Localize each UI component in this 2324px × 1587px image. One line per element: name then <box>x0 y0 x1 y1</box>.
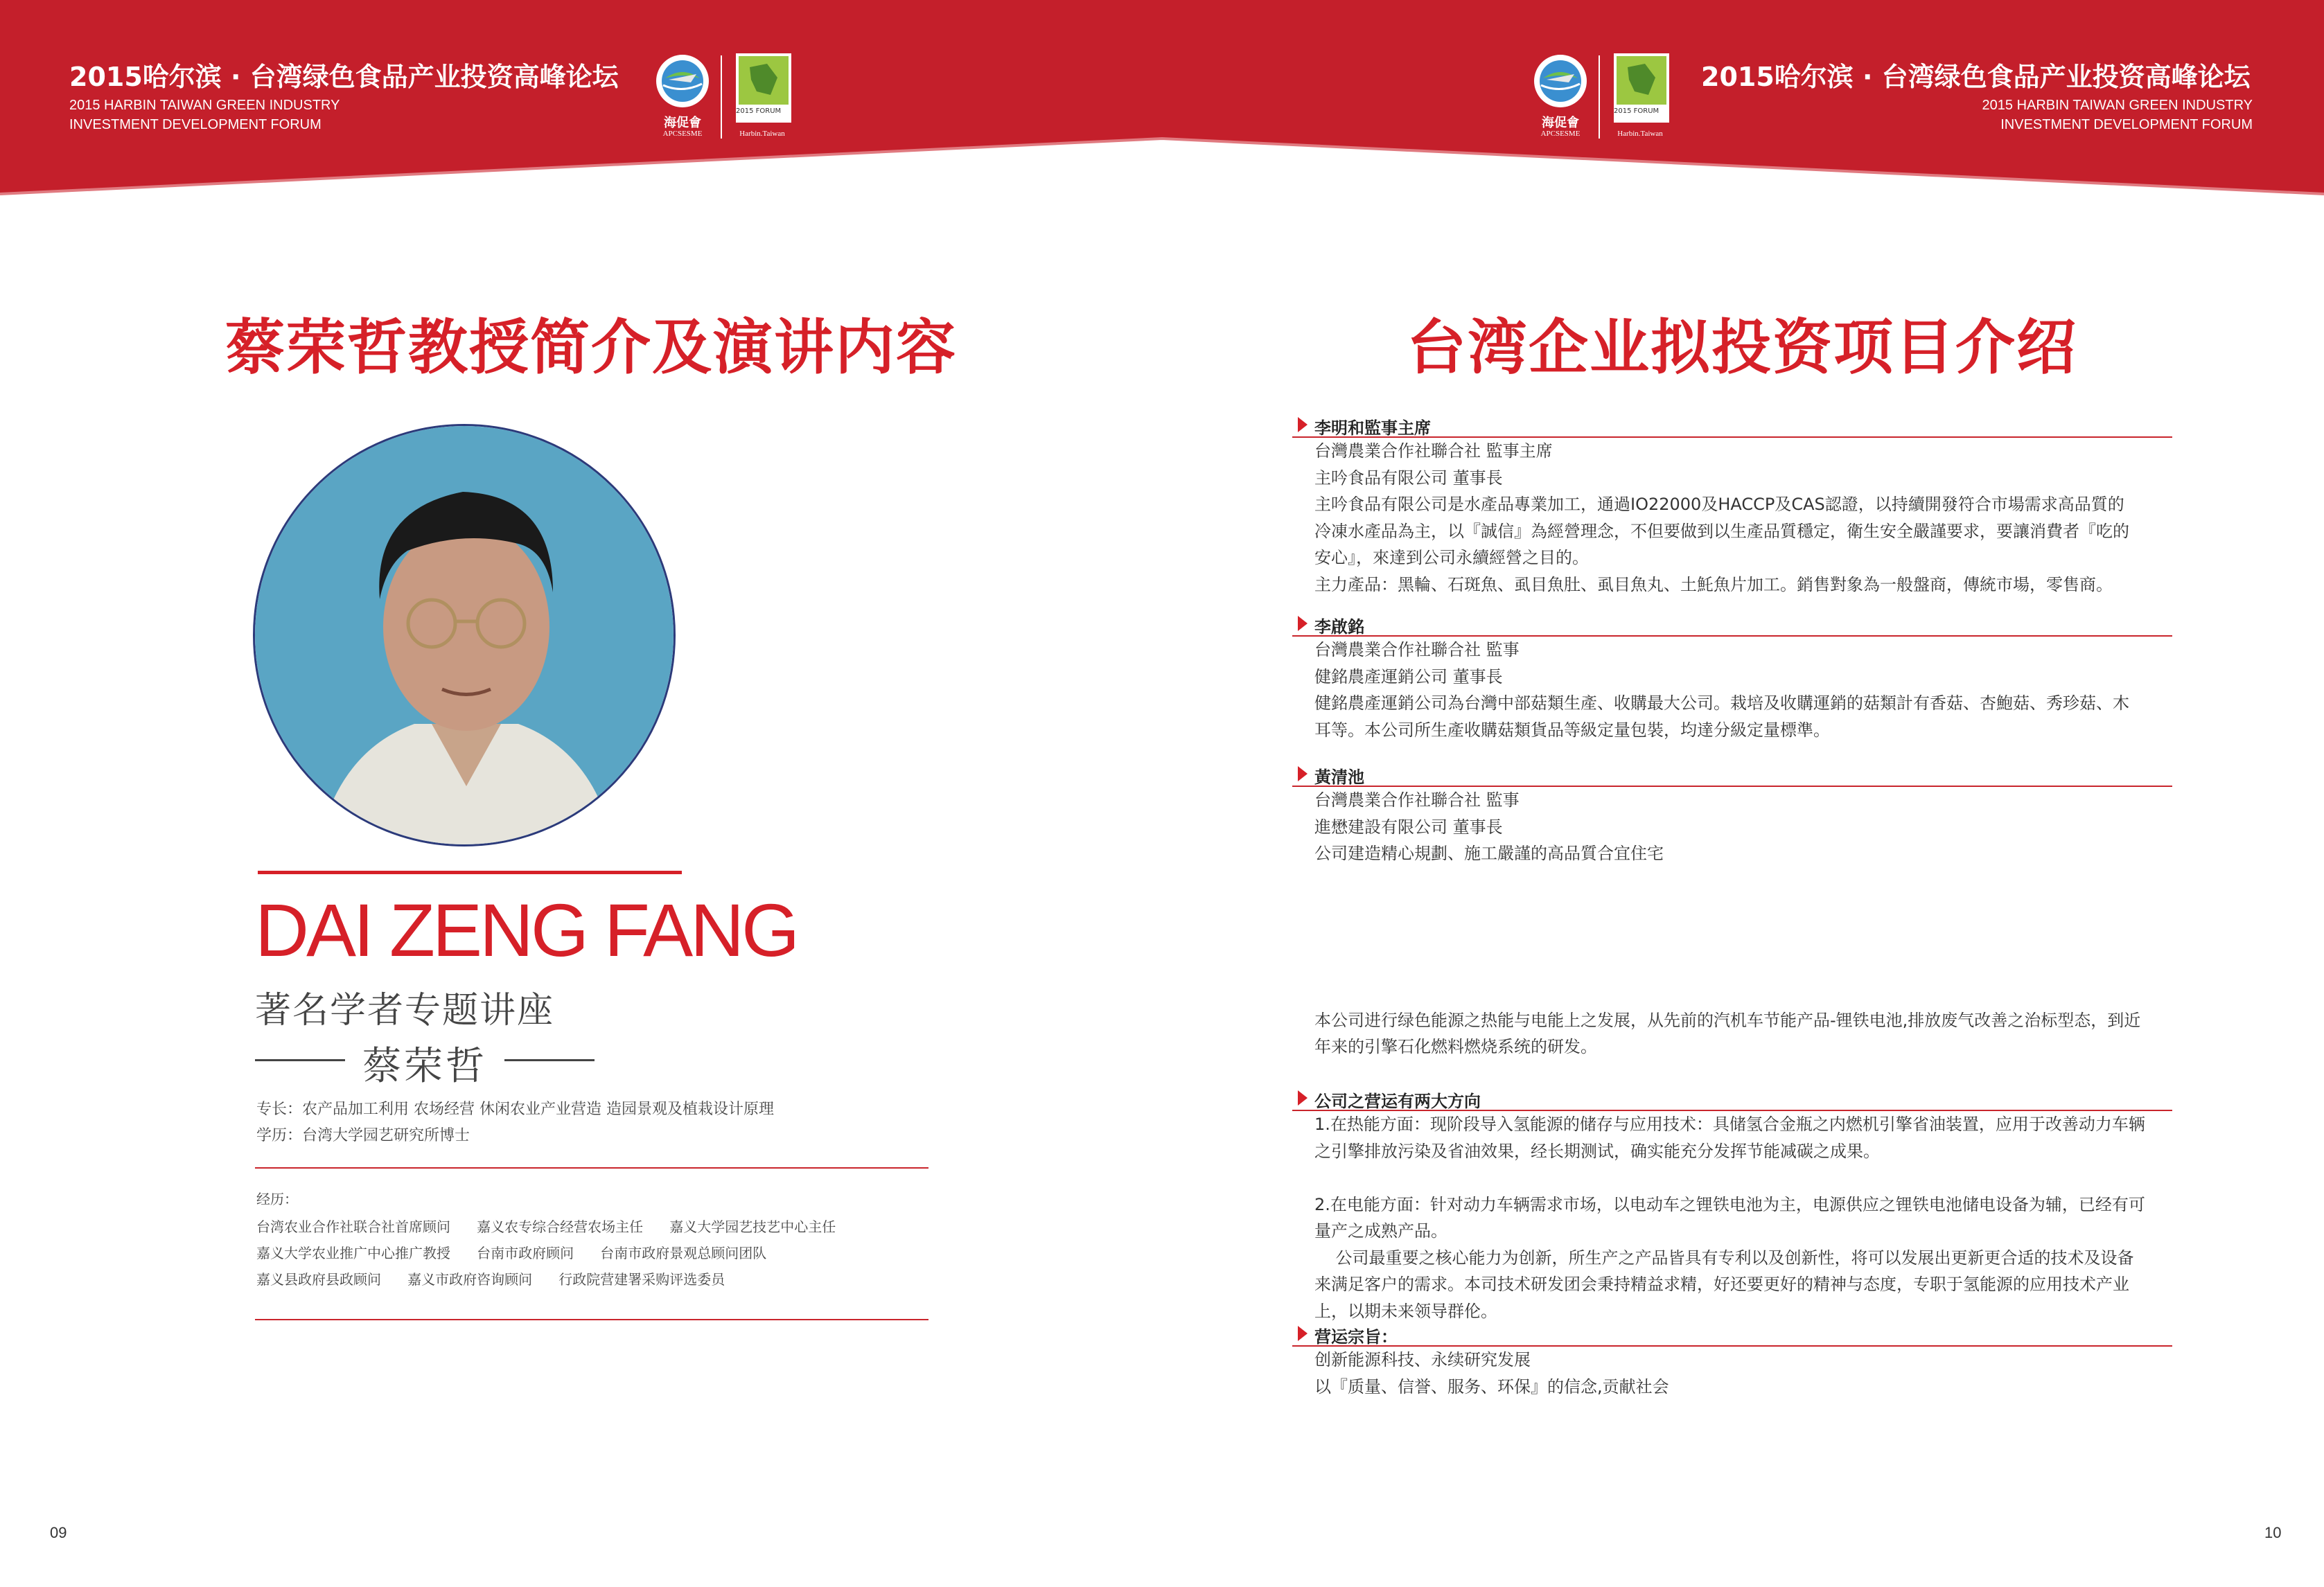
logo-badge-text: 2015 FORUM <box>1614 107 1660 115</box>
section-line: 耳等。本公司所生產收購菇類貨品等級定量包裝，均達分級定量標準。 <box>1314 720 1830 740</box>
section-line: 上，以期未来领导群伦。 <box>1314 1301 1497 1321</box>
section-heading-label: 公司之营运有两大方向 <box>1314 1092 1481 1111</box>
logo-org-en: APCSESME <box>662 130 703 138</box>
speaker-name-cn: 蔡荣哲 <box>362 1044 487 1089</box>
section-heading-label: 李啟銘 <box>1314 617 1364 637</box>
section-line: 创新能源科技、永续研究发展 <box>1314 1350 1531 1369</box>
header-title-cn: 2015哈尔滨 · 台湾绿色食品产业投资高峰论坛 <box>69 62 619 92</box>
bio-bottom-divider <box>255 1319 928 1320</box>
header-title-en-line1-right: 2015 HARBIN TAIWAN GREEN INDUSTRY <box>1982 98 2253 113</box>
logo-city: Harbin.Taiwan <box>1617 130 1663 138</box>
page-number-left: 09 <box>50 1524 67 1541</box>
business-section <box>1292 1086 2172 1324</box>
section-heading <box>1292 413 2172 438</box>
globe-emblem-icon <box>648 52 717 114</box>
lecture-subtitle: 著名学者专题讲座 <box>255 990 555 1031</box>
education-text: 学历：台湾大学园艺研究所博士 <box>256 1127 470 1144</box>
forum-logo-right <box>1526 52 1675 142</box>
triangle-bullet-icon <box>1298 1090 1308 1106</box>
company-section <box>1292 413 2172 598</box>
header-title-cn-right: 2015哈尔滨 · 台湾绿色食品产业投资高峰论坛 <box>1701 62 2251 92</box>
experience-line: 嘉义县政府县政顾问 嘉义市政府咨询顾问 行政院营建署采购评选委员 <box>256 1271 725 1288</box>
name-top-rule <box>258 871 682 874</box>
intro-line: 本公司进行绿色能源之热能与电能上之发展，从先前的汽机车节能产品-锂铁电池,排放废气改善之治标型态，到近 <box>1314 1011 2141 1030</box>
section-heading-label: 李明和監事主席 <box>1314 418 1431 438</box>
section-line: 進懋建設有限公司 董事長 <box>1314 817 1503 837</box>
section-line: 1.在热能方面：现阶段导入氢能源的储存与应用技术：具储氢合金瓶之内燃机引擎省油装置，应用于改善动力车辆 <box>1314 1115 2145 1134</box>
section-heading <box>1292 1086 2172 1111</box>
company-section <box>1292 762 2172 867</box>
right-page-title: 台湾企业拟投资项目介绍 <box>1407 313 2077 382</box>
section-heading <box>1292 1322 2172 1347</box>
name-dash-right <box>504 1059 595 1061</box>
section-line: 公司最重要之核心能力为创新，所生产之产品皆具有专利以及创新性，将可以发展出更新更合适的技术及设备 <box>1314 1248 2134 1268</box>
section-line: 台灣農業合作社聯合社 監事 <box>1314 790 1520 810</box>
triangle-bullet-icon <box>1298 1326 1308 1341</box>
section-line: 健銘農產運銷公司為台灣中部菇類生產、收購最大公司。栽培及收購運銷的菇類計有香菇、杏鮑菇、秀珍菇、木 <box>1314 693 2129 713</box>
speaker-portrait <box>253 424 676 846</box>
intro-line: 年来的引擎石化燃料燃烧系统的研发。 <box>1314 1037 1597 1056</box>
header-banner <box>0 0 2324 197</box>
section-heading-label: 营运宗旨： <box>1314 1327 1398 1347</box>
section-line: 以『质量、信誉、服务、环保』的信念,贡献社会 <box>1314 1376 1669 1397</box>
experience-label: 经历： <box>256 1191 298 1207</box>
logo-city: Harbin.Taiwan <box>739 130 785 138</box>
forum-logo <box>648 52 797 142</box>
header-title-en-line2: INVESTMENT DEVELOPMENT FORUM <box>69 117 322 132</box>
company-section <box>1292 612 2172 743</box>
section-line: 主力產品：黑輪、石斑魚、虱目魚肚、虱目魚丸、土魠魚片加工。銷售對象為一般盤商，傳統市場，零售商。 <box>1314 574 2113 594</box>
section-heading <box>1292 762 2172 787</box>
section-line: 公司建造精心規劃、施工嚴謹的高品質合宜住宅 <box>1314 844 1664 863</box>
section-heading <box>1292 612 2172 637</box>
section-line <box>1314 1164 2194 1191</box>
logo-org-cn: 海促會 <box>664 116 701 130</box>
header-title-en-line2-right: INVESTMENT DEVELOPMENT FORUM <box>2000 117 2253 132</box>
bio-divider <box>255 1167 928 1169</box>
section-line: 台灣農業合作社聯合社 監事 <box>1314 640 1520 659</box>
section-line: 来满足客户的需求。本司技术研发团会秉持精益求精，好还要更好的精神与态度，专职于氢能源的应用技术产业 <box>1314 1275 2129 1294</box>
section-line: 量产之成熟产品。 <box>1314 1221 1447 1241</box>
globe-emblem-icon <box>1526 52 1595 114</box>
header-title-en-line1: 2015 HARBIN TAIWAN GREEN INDUSTRY <box>69 98 340 113</box>
section-line: 之引擎排放污染及省油效果，经长期测试，确实能充分发挥节能减碳之成果。 <box>1314 1141 1880 1161</box>
page-number-right: 10 <box>2264 1524 2282 1541</box>
purpose-section <box>1292 1322 2172 1400</box>
speaker-name-cn-block <box>255 1036 595 1089</box>
section-line: 安心』，來達到公司永續經營之目的。 <box>1314 548 1589 567</box>
portrait-illustration <box>255 426 676 846</box>
triangle-bullet-icon <box>1298 766 1308 781</box>
triangle-bullet-icon <box>1298 616 1308 631</box>
section-line: 主吟食品有限公司是水產品專業加工，通過IO22000及HACCP及CAS認證，以持續開發符合市場需求高品質的 <box>1314 495 2124 514</box>
logo-divider <box>721 55 722 139</box>
experience-line: 台湾农业合作社联合社首席顾问 嘉义农专综合经营农场主任 嘉义大学园艺技艺中心主任 <box>256 1218 836 1235</box>
section-line: 健銘農產運銷公司 董事長 <box>1314 666 1503 686</box>
section-line: 冷凍水產品為主，以『誠信』為經營理念，不但要做到以生產品質穩定，衛生安全嚴謹要求，要讓消費者『吃的 <box>1314 521 2129 541</box>
section-line: 2.在电能方面：针对动力车辆需求市场，以电动车之锂铁电池为主，电源供应之锂铁电池储电设备为辅，已经有可 <box>1314 1194 2145 1214</box>
specialty-text: 专长：农产品加工利用 农场经营 休闲农业产业营造 造园景观及植栽设计原理 <box>256 1101 774 1118</box>
section-line: 台灣農業合作社聯合社 監事主席 <box>1314 441 1553 461</box>
logo-org-cn: 海促會 <box>1542 116 1579 130</box>
left-page-title: 蔡荣哲教授简介及演讲内容 <box>225 313 957 382</box>
logo-badge-text: 2015 FORUM <box>736 107 782 115</box>
triangle-bullet-icon <box>1298 417 1308 432</box>
section-line: 主吟食品有限公司 董事長 <box>1314 468 1503 488</box>
name-dash-left <box>255 1059 345 1061</box>
logo-org-en: APCSESME <box>1540 130 1581 138</box>
experience-line: 嘉义大学农业推广中心推广教授 台南市政府顾问 台南市政府景观总顾问团队 <box>256 1245 767 1261</box>
speaker-name-en: DAI ZENG FANG <box>255 888 798 972</box>
logo-divider <box>1599 55 1600 139</box>
section-heading-label: 黃清池 <box>1314 768 1364 787</box>
